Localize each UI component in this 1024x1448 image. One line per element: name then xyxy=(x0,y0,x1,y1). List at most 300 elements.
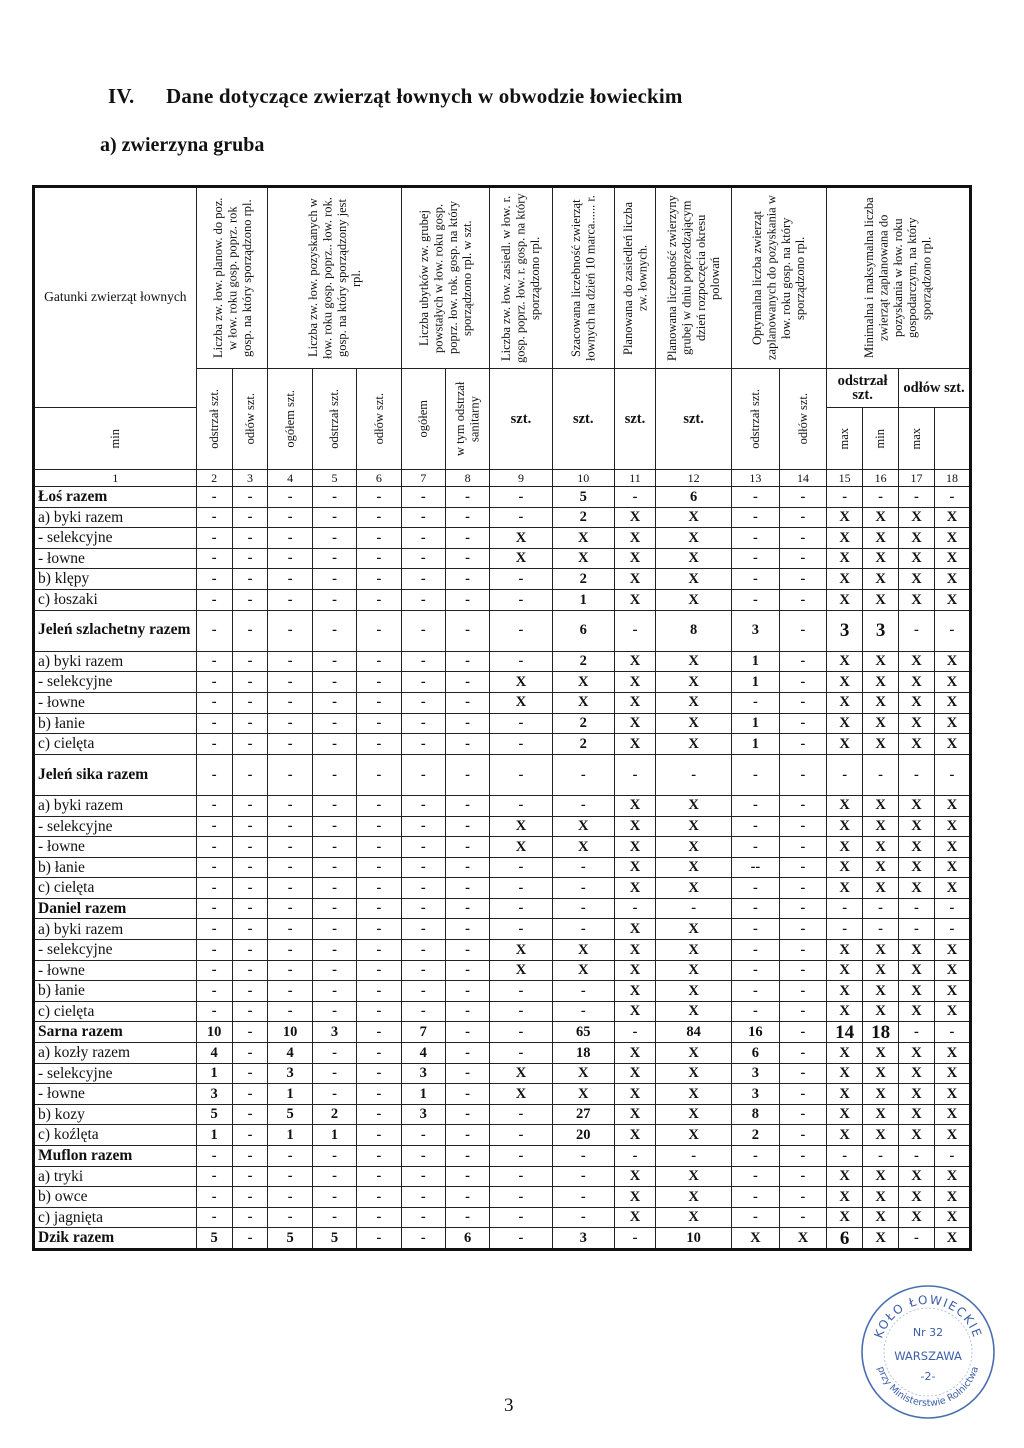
value-cell: X xyxy=(899,692,935,713)
value-cell: - xyxy=(357,548,401,569)
value-cell: - xyxy=(196,919,232,940)
sub-szt-10: szt. xyxy=(552,369,614,470)
table-row xyxy=(34,754,971,795)
value-cell: - xyxy=(401,1146,445,1167)
table-row xyxy=(34,1125,971,1146)
header-species: Gatunki zwierząt łownych xyxy=(34,187,197,408)
value-cell: X xyxy=(614,960,655,981)
table-row xyxy=(34,1043,971,1064)
header-planned-population: Planowana liczebność zwierzyny grubej w dniu poprzedzającym dzień rozpoczęcia okresu polowań xyxy=(656,187,732,369)
value-cell: - xyxy=(779,940,827,961)
value-cell: - xyxy=(863,487,899,508)
value-cell: - xyxy=(779,898,827,919)
value-cell: 1 xyxy=(196,1063,232,1084)
header-losses: Liczba ubytków zw. grubej powstałych w łow. roku gosp. poprz. łow. rok. gosp. na który sporządzono rpl. w szt. xyxy=(401,187,490,369)
value-cell: X xyxy=(656,919,732,940)
svg-text:Nr 32: Nr 32 xyxy=(912,1326,944,1339)
value-cell: - xyxy=(232,692,268,713)
value-cell: - xyxy=(899,1022,935,1043)
value-cell: - xyxy=(312,548,356,569)
value-cell: -- xyxy=(732,857,780,878)
value-cell: - xyxy=(779,1063,827,1084)
value-cell: 5 xyxy=(552,487,614,508)
big-game-table xyxy=(32,185,972,1251)
value-cell: - xyxy=(232,1125,268,1146)
sub-max-2: max xyxy=(899,408,935,470)
value-cell: - xyxy=(232,713,268,734)
value-cell: - xyxy=(934,610,970,651)
value-cell: - xyxy=(779,1104,827,1125)
value-cell: X xyxy=(899,940,935,961)
sub-min-2: min xyxy=(863,408,899,470)
value-cell: X xyxy=(899,816,935,837)
species-name-cell: Muflon razem xyxy=(34,1146,197,1167)
svg-text:przy Ministerstwie Rolnictwa: przy Ministerstwie Rolnictwa xyxy=(874,1365,982,1410)
value-cell: - xyxy=(357,1022,401,1043)
sub-ogolem-szt: ogółem szt. xyxy=(268,369,312,470)
value-cell: X xyxy=(899,1125,935,1146)
header-estimated: Szacowana liczebność zwierząt łownych na dzień 10 marca...... r. xyxy=(552,187,614,369)
value-cell: X xyxy=(863,528,899,549)
value-cell: - xyxy=(732,837,780,858)
value-cell: - xyxy=(779,1207,827,1228)
value-cell: X xyxy=(899,507,935,528)
value-cell: - xyxy=(445,919,489,940)
value-cell: - xyxy=(934,898,970,919)
table-row xyxy=(34,919,971,940)
value-cell: - xyxy=(268,734,312,755)
value-cell: X xyxy=(656,1125,732,1146)
value-cell: - xyxy=(656,898,732,919)
value-cell: - xyxy=(445,816,489,837)
value-cell: X xyxy=(827,795,863,816)
table-row xyxy=(34,672,971,693)
value-cell: - xyxy=(401,940,445,961)
value-cell: - xyxy=(779,528,827,549)
value-cell: - xyxy=(552,1207,614,1228)
value-cell: 5 xyxy=(196,1228,232,1250)
sub-odstrzal-2: odstrzał szt. xyxy=(312,369,356,470)
value-cell: - xyxy=(445,589,489,610)
value-cell: X xyxy=(552,548,614,569)
value-cell: - xyxy=(614,1228,655,1250)
column-number-cell: 18 xyxy=(934,470,970,487)
value-cell: X xyxy=(934,713,970,734)
sub-odlow: odłów szt. xyxy=(232,369,268,470)
value-cell: - xyxy=(490,1166,552,1187)
value-cell: - xyxy=(312,589,356,610)
value-cell: - xyxy=(490,1228,552,1250)
value-cell: 3 xyxy=(552,1228,614,1250)
species-name-cell: b) klępy xyxy=(34,569,197,590)
value-cell: - xyxy=(779,548,827,569)
value-cell: X xyxy=(827,692,863,713)
value-cell: X xyxy=(552,1084,614,1105)
value-cell: - xyxy=(445,487,489,508)
value-cell: - xyxy=(490,1207,552,1228)
value-cell: 14 xyxy=(827,1022,863,1043)
value-cell: X xyxy=(827,548,863,569)
value-cell: 1 xyxy=(196,1125,232,1146)
value-cell: - xyxy=(268,960,312,981)
table-row xyxy=(34,981,971,1002)
value-cell: X xyxy=(899,795,935,816)
svg-text:WARSZAWA: WARSZAWA xyxy=(894,1349,962,1363)
species-name-cell: Sarna razem xyxy=(34,1022,197,1043)
value-cell: - xyxy=(445,878,489,899)
value-cell: X xyxy=(827,1084,863,1105)
value-cell: - xyxy=(552,795,614,816)
value-cell: - xyxy=(779,1001,827,1022)
value-cell: - xyxy=(401,898,445,919)
value-cell: - xyxy=(401,816,445,837)
value-cell: - xyxy=(552,981,614,1002)
value-cell: - xyxy=(401,754,445,795)
value-cell: - xyxy=(899,1146,935,1167)
value-cell: 65 xyxy=(552,1022,614,1043)
value-cell: X xyxy=(827,589,863,610)
value-cell: - xyxy=(779,816,827,837)
value-cell: X xyxy=(899,528,935,549)
value-cell: - xyxy=(445,569,489,590)
value-cell: - xyxy=(779,692,827,713)
value-cell: 18 xyxy=(552,1043,614,1064)
value-cell: X xyxy=(552,816,614,837)
value-cell: - xyxy=(268,754,312,795)
value-cell: - xyxy=(779,1187,827,1208)
value-cell: - xyxy=(357,919,401,940)
value-cell: 1 xyxy=(732,672,780,693)
value-cell: - xyxy=(732,1207,780,1228)
table-row xyxy=(34,734,971,755)
species-name-cell: Jeleń sika razem xyxy=(34,754,197,795)
value-cell: - xyxy=(934,487,970,508)
value-cell: - xyxy=(232,589,268,610)
value-cell: - xyxy=(312,919,356,940)
value-cell: - xyxy=(268,816,312,837)
value-cell: - xyxy=(196,981,232,1002)
value-cell: 4 xyxy=(196,1043,232,1064)
value-cell: - xyxy=(827,487,863,508)
value-cell: X xyxy=(656,713,732,734)
value-cell: - xyxy=(232,960,268,981)
value-cell: X xyxy=(934,1063,970,1084)
value-cell: 8 xyxy=(732,1104,780,1125)
value-cell: - xyxy=(401,960,445,981)
sub-odlow-3: odłów szt. xyxy=(779,369,827,470)
value-cell: - xyxy=(232,672,268,693)
sub-sanitarny: w tym odstrzał sanitarny xyxy=(445,369,489,470)
sub-szt-9: szt. xyxy=(490,369,552,470)
value-cell: - xyxy=(312,487,356,508)
value-cell: X xyxy=(827,651,863,672)
value-cell: 3 xyxy=(268,1063,312,1084)
value-cell: - xyxy=(196,589,232,610)
value-cell: X xyxy=(656,960,732,981)
value-cell: - xyxy=(445,528,489,549)
value-cell: X xyxy=(490,837,552,858)
value-cell: X xyxy=(934,857,970,878)
value-cell: X xyxy=(656,692,732,713)
value-cell: X xyxy=(934,507,970,528)
value-cell: - xyxy=(401,569,445,590)
value-cell: X xyxy=(934,981,970,1002)
value-cell: - xyxy=(357,1063,401,1084)
value-cell: X xyxy=(827,1043,863,1064)
value-cell: - xyxy=(312,1084,356,1105)
value-cell: - xyxy=(732,960,780,981)
value-cell: - xyxy=(357,1104,401,1125)
value-cell: 5 xyxy=(268,1228,312,1250)
value-cell: X xyxy=(863,795,899,816)
value-cell: - xyxy=(268,898,312,919)
species-name-cell: a) byki razem xyxy=(34,919,197,940)
value-cell: - xyxy=(490,713,552,734)
value-cell: X xyxy=(656,1063,732,1084)
species-name-cell: - łowne xyxy=(34,1084,197,1105)
value-cell: - xyxy=(899,610,935,651)
species-name-cell: - selekcyjne xyxy=(34,528,197,549)
value-cell: - xyxy=(779,507,827,528)
value-cell: - xyxy=(312,1207,356,1228)
value-cell: - xyxy=(552,754,614,795)
value-cell: 5 xyxy=(312,1228,356,1250)
value-cell: X xyxy=(656,1166,732,1187)
value-cell: - xyxy=(732,1166,780,1187)
value-cell: - xyxy=(401,1125,445,1146)
value-cell: - xyxy=(401,651,445,672)
value-cell: X xyxy=(899,857,935,878)
value-cell: 2 xyxy=(732,1125,780,1146)
value-cell: - xyxy=(268,548,312,569)
value-cell: - xyxy=(196,569,232,590)
species-name-cell: - selekcyjne xyxy=(34,816,197,837)
value-cell: - xyxy=(779,713,827,734)
value-cell: X xyxy=(899,589,935,610)
value-cell: - xyxy=(445,795,489,816)
value-cell: X xyxy=(899,713,935,734)
sub-max-1: max xyxy=(827,408,863,470)
value-cell: - xyxy=(401,919,445,940)
value-cell: X xyxy=(899,1166,935,1187)
value-cell: X xyxy=(863,672,899,693)
value-cell: - xyxy=(490,857,552,878)
organization-stamp xyxy=(858,1282,998,1422)
value-cell: 3 xyxy=(401,1063,445,1084)
value-cell: - xyxy=(490,898,552,919)
value-cell: - xyxy=(312,507,356,528)
value-cell: X xyxy=(490,816,552,837)
value-cell: - xyxy=(268,569,312,590)
value-cell: X xyxy=(656,981,732,1002)
value-cell: - xyxy=(445,1022,489,1043)
table-row xyxy=(34,878,971,899)
value-cell: - xyxy=(732,981,780,1002)
value-cell: 2 xyxy=(552,507,614,528)
value-cell: X xyxy=(614,1187,655,1208)
value-cell: X xyxy=(899,651,935,672)
value-cell: - xyxy=(268,610,312,651)
value-cell: - xyxy=(268,692,312,713)
value-cell: - xyxy=(445,960,489,981)
value-cell: - xyxy=(552,1187,614,1208)
value-cell: X xyxy=(863,1207,899,1228)
value-cell: X xyxy=(614,1063,655,1084)
value-cell: X xyxy=(934,940,970,961)
value-cell: X xyxy=(934,569,970,590)
value-cell: - xyxy=(934,1022,970,1043)
sub-ogolem: ogółem xyxy=(401,369,445,470)
value-cell: - xyxy=(732,487,780,508)
header-minmax: Minimalna i maksymalna liczba zwierząt zaplanowana do pozyskania w łow. roku gospodarczym, na który sporządzono rpl. xyxy=(827,187,971,369)
value-cell: X xyxy=(827,1166,863,1187)
header-settled: Liczba zw. łow. zasiedl. w łow. r. gosp. poprz. łow. r. gosp. na który sporządzono rpl. xyxy=(490,187,552,369)
value-cell: - xyxy=(312,1063,356,1084)
value-cell: - xyxy=(732,1187,780,1208)
value-cell: 6 xyxy=(656,487,732,508)
value-cell: 8 xyxy=(656,610,732,651)
value-cell: 3 xyxy=(732,1063,780,1084)
table-row xyxy=(34,610,971,651)
value-cell: X xyxy=(552,940,614,961)
value-cell: - xyxy=(196,857,232,878)
value-cell: - xyxy=(401,507,445,528)
value-cell: - xyxy=(196,528,232,549)
value-cell: 3 xyxy=(401,1104,445,1125)
value-cell: - xyxy=(401,878,445,899)
value-cell: X xyxy=(732,1228,780,1250)
subsection-heading: a) zwierzyna gruba xyxy=(100,134,265,156)
value-cell: X xyxy=(614,857,655,878)
value-cell: X xyxy=(656,1207,732,1228)
value-cell: X xyxy=(899,981,935,1002)
value-cell: - xyxy=(232,1001,268,1022)
value-cell: - xyxy=(779,734,827,755)
value-cell: 10 xyxy=(656,1228,732,1250)
value-cell: - xyxy=(196,734,232,755)
value-cell: X xyxy=(490,528,552,549)
value-cell: - xyxy=(357,672,401,693)
value-cell: 2 xyxy=(312,1104,356,1125)
value-cell: X xyxy=(827,1187,863,1208)
value-cell: - xyxy=(196,878,232,899)
value-cell: X xyxy=(614,837,655,858)
value-cell: - xyxy=(232,610,268,651)
value-cell: - xyxy=(863,754,899,795)
value-cell: - xyxy=(357,1084,401,1105)
value-cell: - xyxy=(312,754,356,795)
value-cell: X xyxy=(934,1125,970,1146)
species-name-cell: - łowne xyxy=(34,960,197,981)
species-name-cell: Jeleń szlachetny razem xyxy=(34,610,197,651)
value-cell: - xyxy=(656,1146,732,1167)
value-cell: X xyxy=(656,734,732,755)
value-cell: 3 xyxy=(863,610,899,651)
value-cell: X xyxy=(863,857,899,878)
table-row xyxy=(34,713,971,734)
value-cell: X xyxy=(863,1001,899,1022)
value-cell: - xyxy=(732,1001,780,1022)
value-cell: - xyxy=(357,1228,401,1250)
value-cell: - xyxy=(445,1043,489,1064)
value-cell: - xyxy=(357,981,401,1002)
value-cell: X xyxy=(614,734,655,755)
value-cell: - xyxy=(827,754,863,795)
value-cell: X xyxy=(863,1043,899,1064)
value-cell: - xyxy=(779,960,827,981)
value-cell: - xyxy=(490,878,552,899)
value-cell: X xyxy=(863,1125,899,1146)
value-cell: X xyxy=(863,940,899,961)
value-cell: - xyxy=(445,734,489,755)
value-cell: - xyxy=(357,1001,401,1022)
value-cell: - xyxy=(827,1146,863,1167)
column-number-cell: 6 xyxy=(357,470,401,487)
table-row xyxy=(34,1001,971,1022)
value-cell: X xyxy=(934,960,970,981)
value-cell: - xyxy=(232,487,268,508)
value-cell: - xyxy=(312,981,356,1002)
value-cell: - xyxy=(614,898,655,919)
species-name-cell: Łoś razem xyxy=(34,487,197,508)
value-cell: - xyxy=(312,692,356,713)
svg-text:KOŁO ŁOWIECKIE: KOŁO ŁOWIECKIE xyxy=(871,1292,985,1341)
value-cell: - xyxy=(357,837,401,858)
value-cell: 6 xyxy=(445,1228,489,1250)
page-number: 3 xyxy=(504,1395,514,1416)
table-row xyxy=(34,960,971,981)
value-cell: X xyxy=(863,878,899,899)
value-cell: - xyxy=(232,919,268,940)
value-cell: X xyxy=(863,1063,899,1084)
value-cell: X xyxy=(779,1228,827,1250)
value-cell: X xyxy=(656,1084,732,1105)
value-cell: - xyxy=(401,734,445,755)
sub-odstrzal-top: odstrzał szt. xyxy=(827,369,899,408)
value-cell: X xyxy=(614,651,655,672)
value-cell: X xyxy=(614,528,655,549)
value-cell: - xyxy=(490,981,552,1002)
value-cell: - xyxy=(552,898,614,919)
header-harvested-prev: Liczba zw. łow. pozyskanych w łow. roku gosp. poprz.. łow. rok. gosp. na który sporządzony jest rpl. xyxy=(268,187,401,369)
value-cell: - xyxy=(934,919,970,940)
value-cell: X xyxy=(934,837,970,858)
value-cell: X xyxy=(614,589,655,610)
value-cell: - xyxy=(445,507,489,528)
value-cell: - xyxy=(445,1001,489,1022)
value-cell: X xyxy=(614,1084,655,1105)
value-cell: - xyxy=(312,1001,356,1022)
value-cell: - xyxy=(490,610,552,651)
value-cell: - xyxy=(445,1207,489,1228)
value-cell: X xyxy=(552,528,614,549)
value-cell: - xyxy=(445,754,489,795)
value-cell: X xyxy=(656,1043,732,1064)
value-cell: - xyxy=(732,569,780,590)
value-cell: X xyxy=(934,795,970,816)
value-cell: X xyxy=(614,548,655,569)
value-cell: - xyxy=(232,816,268,837)
sub-odstrzal-3: odstrzał szt. xyxy=(732,369,780,470)
value-cell: - xyxy=(552,857,614,878)
value-cell: - xyxy=(312,528,356,549)
value-cell: X xyxy=(863,981,899,1002)
value-cell: - xyxy=(232,1063,268,1084)
value-cell: 4 xyxy=(401,1043,445,1064)
value-cell: - xyxy=(357,940,401,961)
value-cell: - xyxy=(268,672,312,693)
column-number-cell: 15 xyxy=(827,470,863,487)
